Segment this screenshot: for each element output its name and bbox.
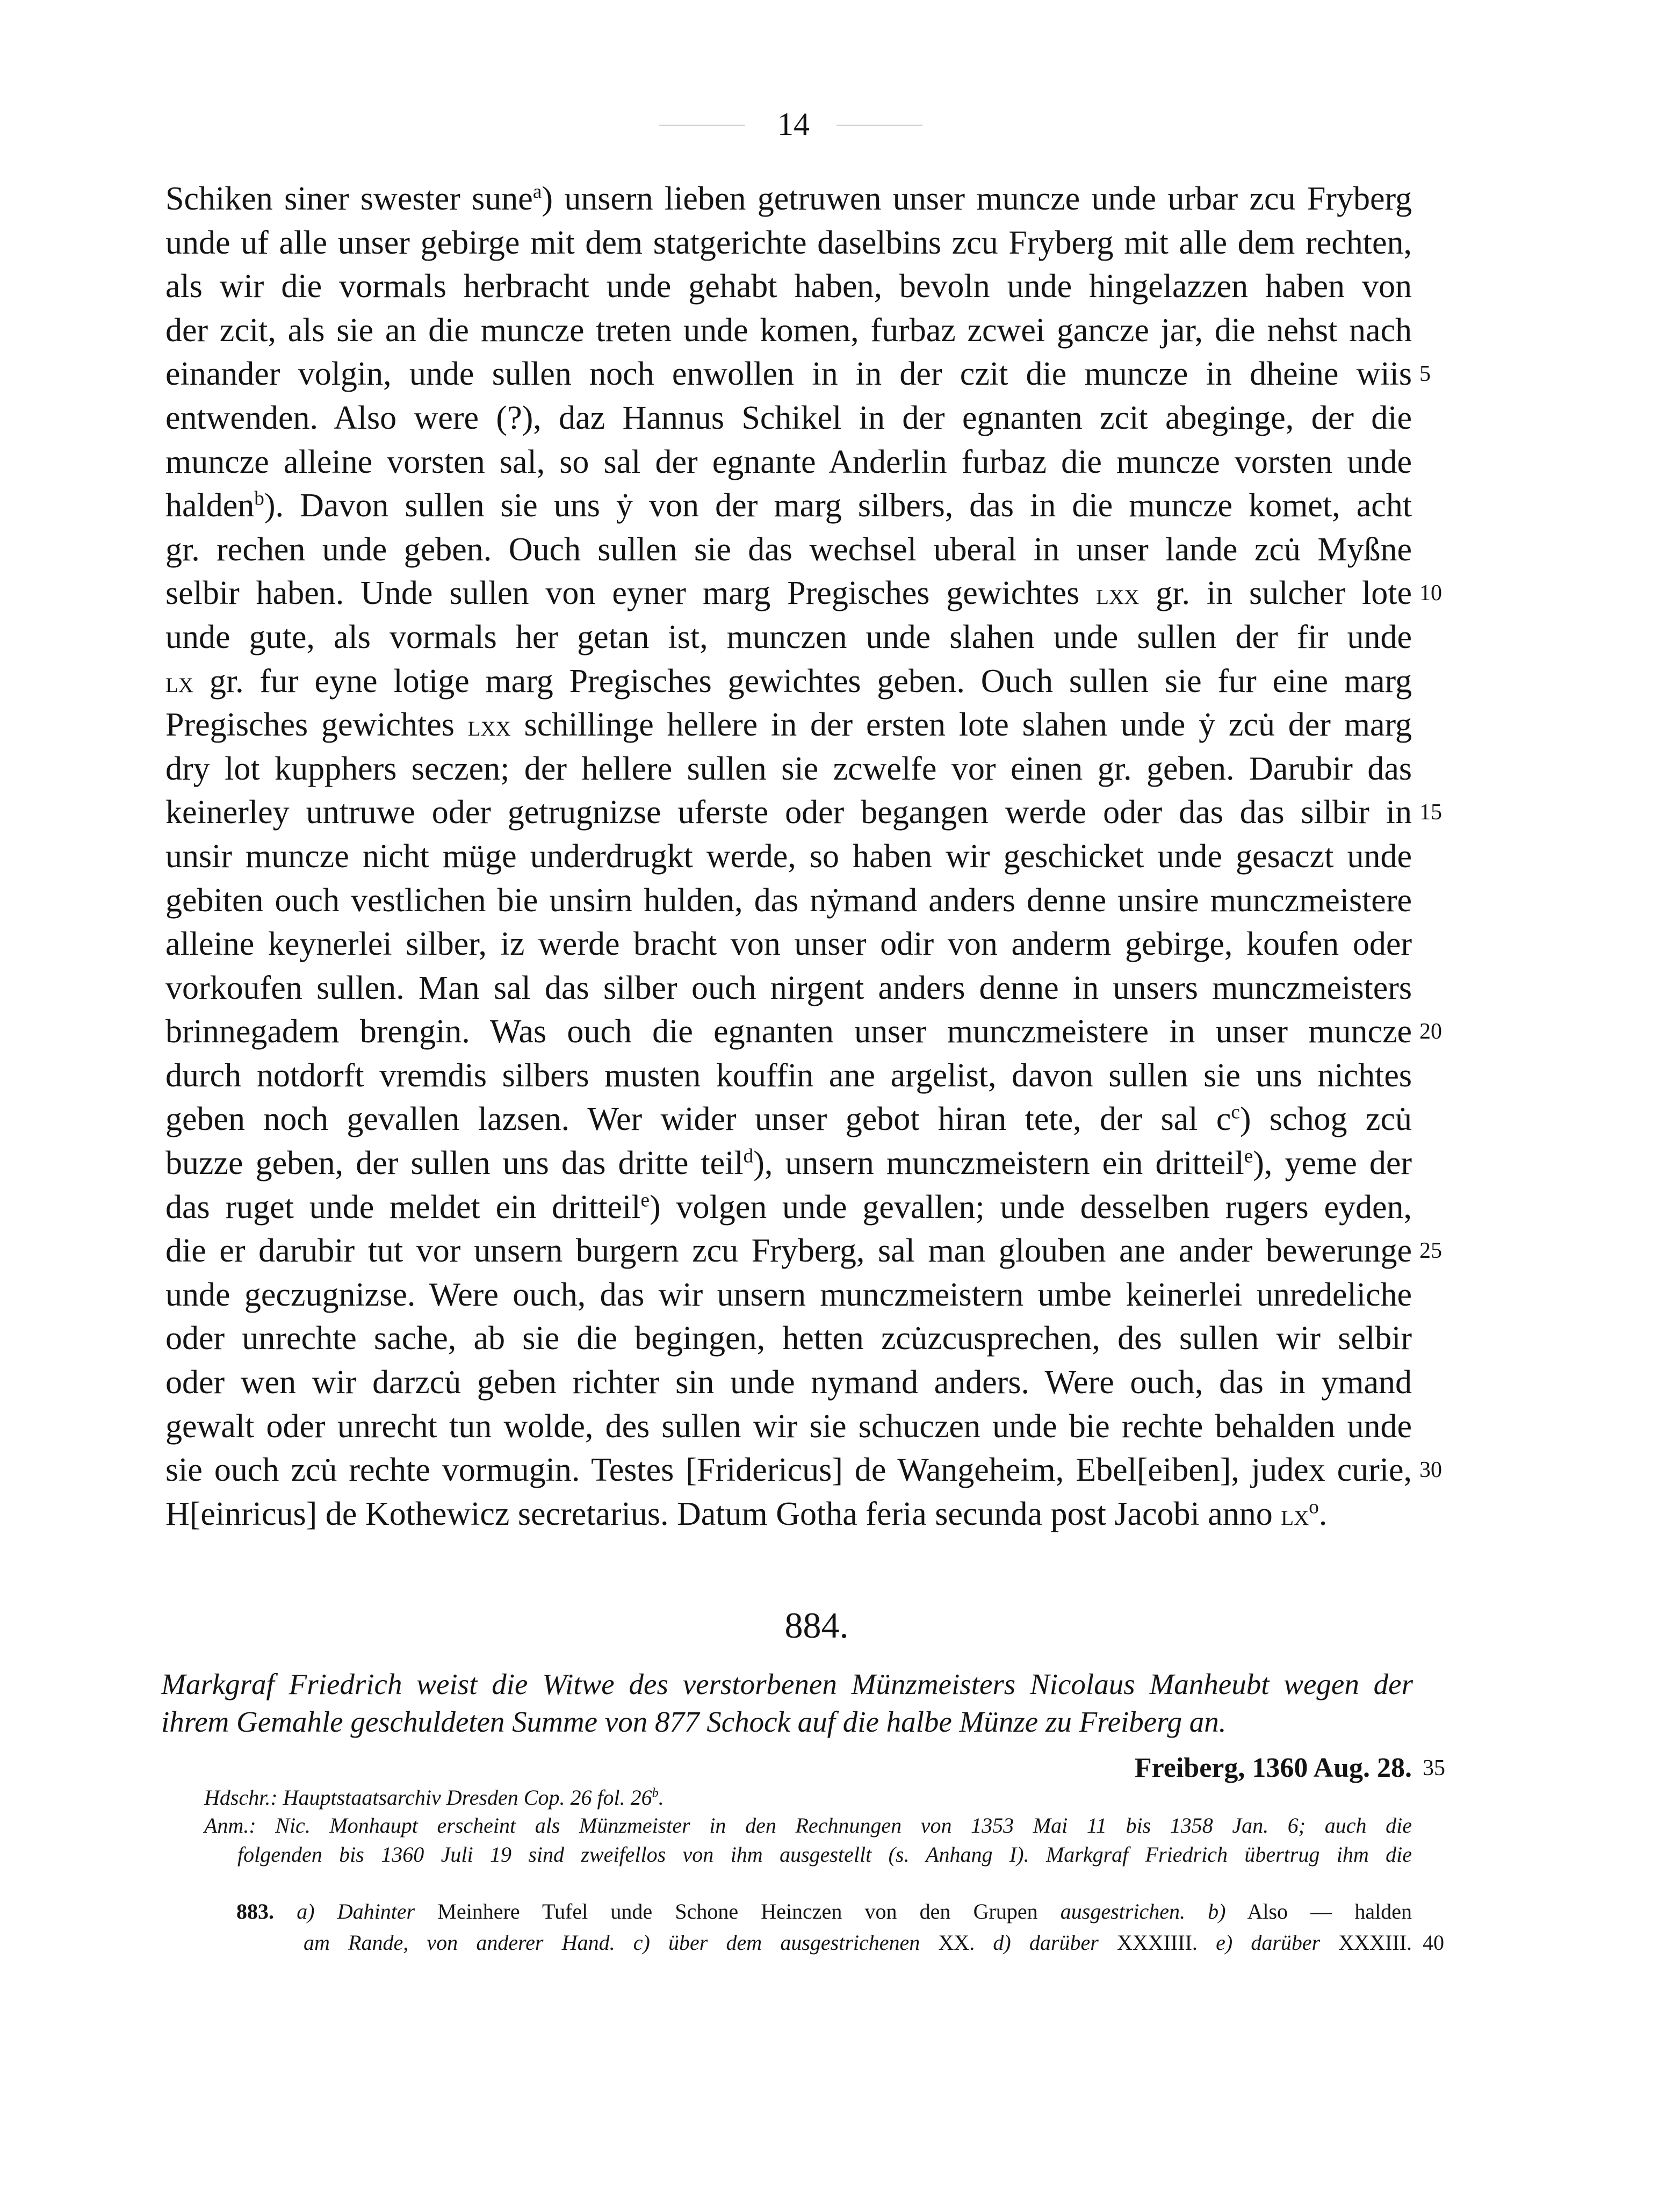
line-number: 25 xyxy=(1419,1238,1442,1264)
regest xyxy=(161,1666,1413,1741)
regest-line: ihrem Gemahle geschuldeten Summe von 877 Schock auf die halbe Münze zu Freiberg an. xyxy=(161,1705,1227,1738)
text-line-content: geben noch gevallen lazsen. Wer wider unser gebot hiran tete, der sal $c^c$) schog zcu̇ xyxy=(165,1101,1412,1138)
text-line-content: unde gute, als vormals her getan ist, munczen unde slahen unde sullen der fir unde xyxy=(165,618,1412,655)
text-line-content: der zcit, als sie an die muncze treten unde komen, furbaz zcwei gancze jar, die nehst nach xyxy=(165,312,1412,349)
text-line-content: dry lot kupphers seczen; der hellere sullen sie zcwelfe vor einen gr. geben. Darubir das xyxy=(165,750,1412,787)
text-line-content: das ruget unde meldet ein dritteil$^e$) volgen unde gevallen; unde desselben rugers eyden, xyxy=(165,1188,1412,1226)
line-number: 5 xyxy=(1419,362,1431,387)
text-line xyxy=(165,441,1412,485)
text-line-content: entwenden. Also were (?), daz Hannus Schikel in der egnanten zcit abeginge, der die xyxy=(165,399,1412,436)
text-line-content: sie ouch zcu̇ rechte vormugin. Testes [Fridericus] de Wangeheim, Ebel[eiben], judex curie, xyxy=(165,1452,1412,1489)
line-number: 20 xyxy=(1419,1019,1442,1044)
text-line xyxy=(165,967,1412,1011)
text-line xyxy=(165,1405,1412,1449)
line-number: 30 xyxy=(1419,1458,1442,1483)
text-line xyxy=(165,1449,1442,1493)
place-date: Freiberg, 1360 Aug. 28. xyxy=(1134,1753,1412,1783)
text-line xyxy=(165,1493,1412,1537)
line-number: 15 xyxy=(1419,800,1442,825)
text-line xyxy=(165,1317,1412,1361)
document-body xyxy=(165,177,1442,1536)
text-line xyxy=(165,1010,1442,1054)
line-number: 10 xyxy=(1419,581,1442,606)
text-line xyxy=(165,1273,1412,1317)
text-line-content: die er darubir tut vor unsern burgern zcu Fryberg, sal man glouben ane ander bewerunge xyxy=(165,1233,1412,1270)
text-line xyxy=(165,352,1431,397)
text-line-content: brinnegadem brengin. Was ouch die egnanten unser munczmeistere in unser muncze xyxy=(165,1013,1412,1050)
header-rule-left xyxy=(659,125,745,126)
text-line-content: vorkoufen sullen. Man sal das silber ouch nirgent anders denne in unsers munczmeisters xyxy=(165,969,1412,1006)
text-line xyxy=(165,1361,1412,1405)
footnote-line: 883. a) Dahinter Meinhere Tufel unde Schone Heinczen von den Grupen ausgestrichen. b) Also — halden xyxy=(236,1899,1412,1923)
text-line-content: selbir haben. Unde sullen von eyner marg Pregisches gewichtes lxx gr. in sulcher lote xyxy=(165,575,1412,612)
text-line xyxy=(165,879,1412,923)
text-line-content: Pregisches gewichtes lxx schillinge hellere in der ersten lote slahen unde ẏ zcu̇ der marg xyxy=(165,707,1412,744)
text-line xyxy=(165,1229,1442,1273)
text-line xyxy=(165,703,1412,747)
text-line-content: alleine keynerlei silber, iz werde bracht von unser odir von anderm gebirge, koufen oder xyxy=(165,926,1412,963)
text-line xyxy=(165,1142,1412,1186)
text-line xyxy=(165,660,1412,704)
text-line-content: unde geczugnizse. Were ouch, das wir unsern munczmeistern umbe keinerlei unredeliche xyxy=(165,1276,1412,1313)
text-line-content: gewalt oder unrecht tun wolde, des sullen wir sie schuczen unde bie rechte behalden unde xyxy=(165,1408,1412,1445)
page-number xyxy=(777,105,810,143)
text-line xyxy=(165,572,1442,616)
text-line-content: oder unrechte sache, ab sie die begingen, hetten zcu̇zcusprechen, des sullen wir selbir xyxy=(165,1320,1412,1357)
text-line xyxy=(165,791,1442,835)
text-line xyxy=(165,309,1412,353)
text-line-content: gr. rechen unde geben. Ouch sullen sie das wechsel uberal in unser lande zcu̇ Myßne xyxy=(165,531,1412,568)
regest-line: Markgraf Friedrich weist die Witwe des verstorbenen Münzmeisters Nicolaus Manheubt wegen der xyxy=(161,1668,1413,1701)
text-line-content: durch notdorft vremdis silbers musten kouffin ane argelist, davon sullen sie uns nichtes xyxy=(165,1057,1412,1094)
text-line xyxy=(165,1186,1412,1230)
text-line xyxy=(165,221,1412,265)
text-line-content: einander volgin, unde sullen noch enwollen in in der czit die muncze in dheine wiis xyxy=(165,356,1412,393)
page-number-text: 14 xyxy=(777,106,810,142)
line-number: 35 xyxy=(1423,1756,1445,1781)
text-line-content: lx gr. fur eyne lotige marg Pregisches gewichtes geben. Ouch sullen sie fur eine marg xyxy=(165,662,1412,700)
text-line xyxy=(165,923,1412,967)
footnote-line: am Rande, von anderer Hand. c) über dem ausgestrichenen XX. d) darüber XXXIIII. e) darüber XXXIII. xyxy=(304,1930,1412,1955)
text-line-content: halden$^b$). Davon sullen sie uns ẏ von der marg silbers, das in die muncze komet, acht xyxy=(165,487,1412,524)
annotation-line: folgenden bis 1360 Juli 19 sind zweifellos von ihm ausgestellt (s. Anhang I). Markgraf Friedrich übertrug ihm die xyxy=(237,1842,1412,1867)
text-line-content: buzze geben, der sullen uns das dritte teil$^d$), unsern munczmeistern ein dritteil$^e$), yeme der xyxy=(165,1145,1412,1182)
text-line xyxy=(165,484,1412,528)
text-line-content: Schiken siner swester sune$^a$) unsern lieben getruwen unser muncze unde urbar zcu Fryberg xyxy=(165,181,1412,217)
document-number: 884. xyxy=(784,1605,849,1646)
annotation-line: Anm.: Nic. Monhaupt erscheint als Münzmeister in den Rechnungen von 1353 Mai 11 bis 1358 Jan. 6; auch die xyxy=(204,1813,1412,1838)
text-line xyxy=(165,397,1412,441)
text-line xyxy=(165,1054,1412,1098)
header-rule-right xyxy=(836,125,922,126)
text-line-content: gebiten ouch vestlichen bie unsirn hulden, das nẏmand anders denne unsire munczmeistere xyxy=(165,882,1412,919)
manuscript-source: Hdschr.: Hauptstaatsarchiv Dresden Cop. 26 fol. 26$^b$. xyxy=(204,1785,664,1810)
text-line xyxy=(165,1098,1412,1142)
text-line xyxy=(165,747,1412,791)
text-line xyxy=(165,616,1412,660)
text-line-content: keinerley untruwe oder getrugnizse uferste oder begangen werde oder das das silbir in xyxy=(165,794,1412,831)
text-line-content: oder wen wir darzcu̇ geben richter sin unde nymand anders. Were ouch, das in ymand xyxy=(165,1364,1412,1401)
text-line xyxy=(165,835,1412,879)
text-line xyxy=(165,177,1412,221)
line-number: 40 xyxy=(1423,1930,1444,1955)
text-line xyxy=(165,528,1412,572)
text-line-content: muncze alleine vorsten sal, so sal der egnante Anderlin furbaz die muncze vorsten unde xyxy=(165,443,1412,480)
text-line-content: unsir muncze nicht müge underdrugkt werde, so haben wir geschicket unde gesaczt unde xyxy=(165,838,1412,875)
text-line-content: als wir die vormals herbracht unde gehabt haben, bevoln unde hingelazzen haben von xyxy=(165,268,1412,305)
text-line-content: unde uf alle unser gebirge mit dem statgerichte daselbins zcu Fryberg mit alle dem rechten, xyxy=(165,224,1412,261)
text-line xyxy=(165,265,1412,309)
text-line-content: H[einricus] de Kothewicz secretarius. Datum Gotha feria secunda post Jacobi anno $lx^o$. xyxy=(165,1495,1328,1532)
